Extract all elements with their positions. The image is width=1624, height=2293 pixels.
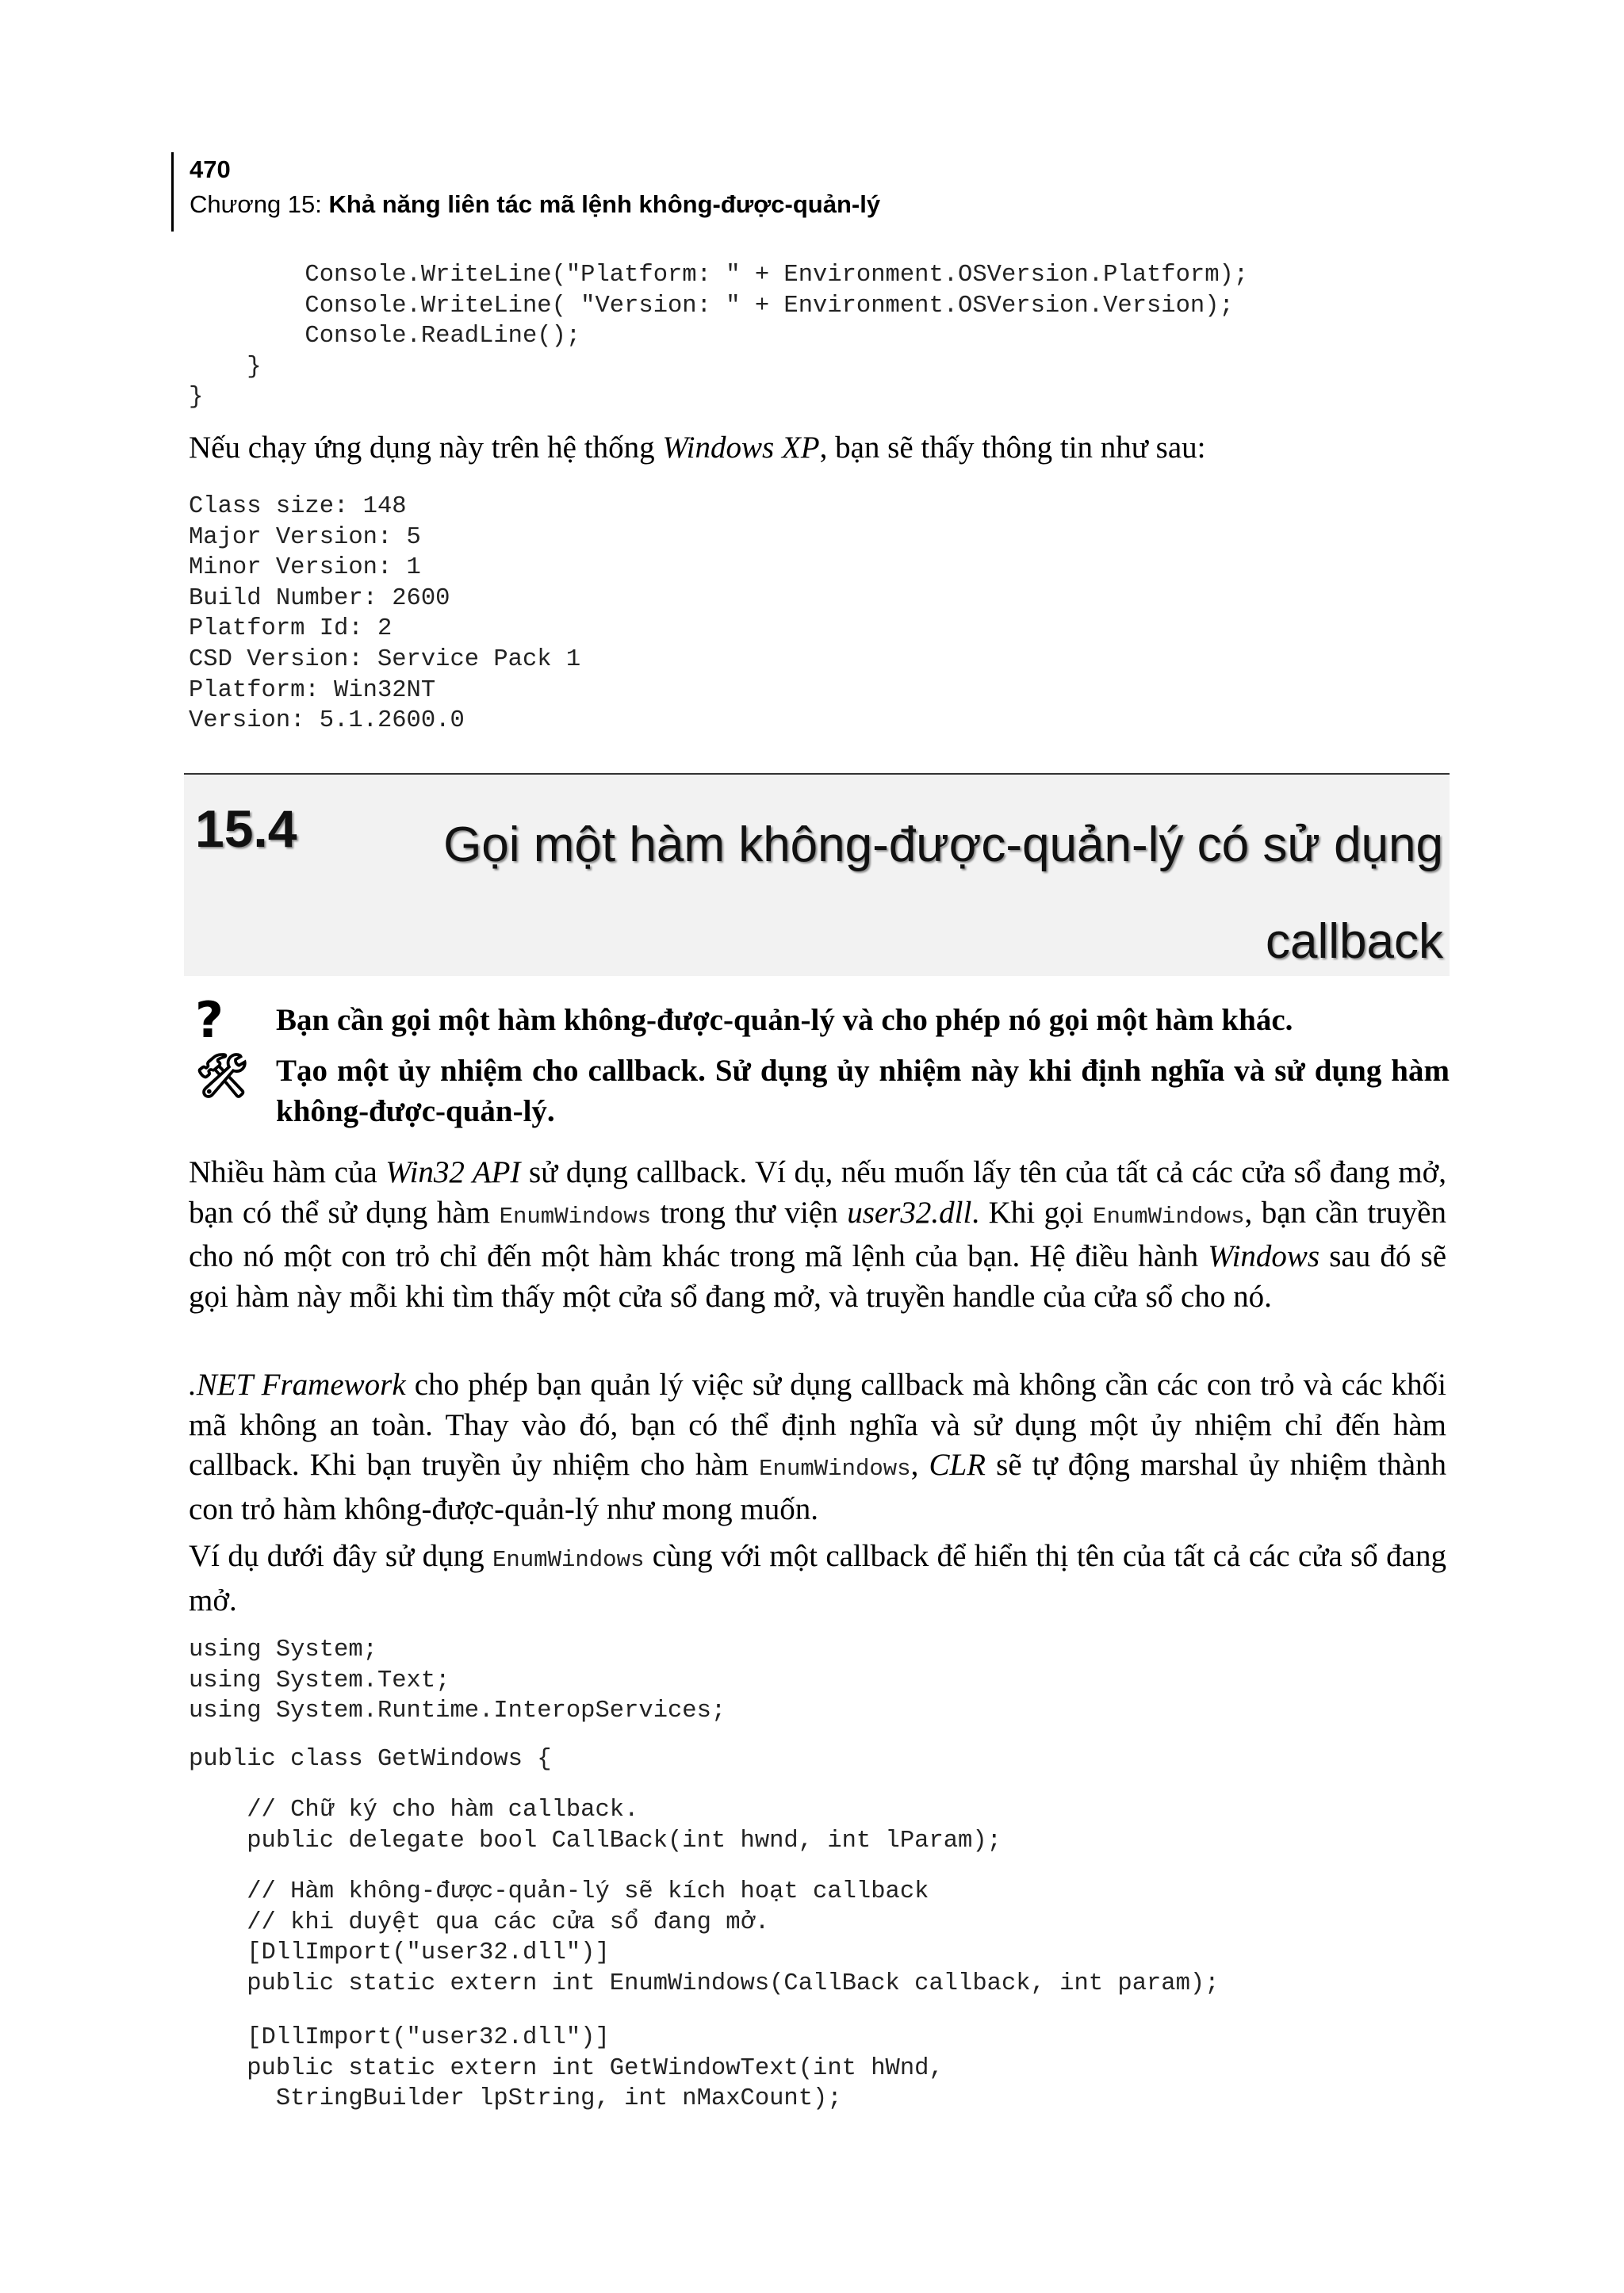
- section-title-line1: Gọi một hàm không-được-quản-lý có sử dụng: [443, 817, 1443, 872]
- text: Nhiều hàm của: [189, 1155, 386, 1189]
- code-block-usings: using System; using System.Text; using System.Runtime.InteropServices;: [189, 1636, 726, 1725]
- code-block-class: public class GetWindows {: [189, 1746, 552, 1773]
- clr-name: CLR: [929, 1448, 986, 1482]
- page-header: [171, 152, 880, 232]
- solution-statement: Tạo một ủy nhiệm cho callback. Sử dụng ủy nhiệm này khi định nghĩa và sử dụng hàm không-được-quản-lý.: [276, 1054, 1450, 1128]
- paragraph-callbacks: [189, 1153, 1446, 1317]
- framework-name: .NET Framework: [189, 1368, 406, 1402]
- question-mark-icon: ?: [195, 991, 224, 1049]
- os-name: Windows: [1208, 1239, 1320, 1273]
- intro-text-end: , bạn sẽ thấy thông tin như sau:: [819, 431, 1206, 465]
- code-block-getwindowtext: [DllImport("user32.dll")] public static extern int GetWindowText(int hWnd, StringBuilder lpString, int nMaxCount);: [247, 2024, 944, 2113]
- text: sẽ tự động marshal ủy nhiệm thành con trỏ hàm không-được-quản-lý như mong muốn.: [189, 1448, 1446, 1526]
- section-title-line2: callback: [1266, 914, 1443, 969]
- code-block-enumwindows: // Hàm không-được-quản-lý sẽ kích hoạt callback // khi duyệt qua các cửa sổ đang mở. [DllImport("user32.dll")] public static extern int EnumWindows(CallBack callback, int param);: [247, 1878, 1220, 1997]
- paragraph-dotnet: [189, 1365, 1446, 1529]
- text: cùng với một callback để hiển thị tên của tất cả các cửa sổ đang mở.: [189, 1539, 1446, 1617]
- page-number: 470: [190, 155, 231, 183]
- inline-code: EnumWindows: [499, 1203, 652, 1230]
- text: trong thư viện: [651, 1195, 848, 1230]
- chapter-prefix: Chương 15:: [190, 190, 329, 218]
- library-name: user32.dll: [847, 1195, 972, 1230]
- text: Ví dụ dưới đây sử dụng: [189, 1539, 492, 1573]
- output-block: Class size: 148 Major Version: 5 Minor Version: 1 Build Number: 2600 Platform Id: 2 CSD Version: Service Pack 1 Platform: Win32NT Version: 5.1.2600.0: [189, 493, 581, 735]
- chapter-title: Khả năng liên tác mã lệnh không-được-quản-lý: [328, 190, 881, 218]
- section-title: [412, 797, 1443, 990]
- intro-paragraph: [189, 428, 1446, 469]
- code-block-console: Console.WriteLine("Platform: " + Environment.OSVersion.Platform); Console.WriteLine( "Version: " + Environment.OSVersion.Version); Console.ReadLine(); } }: [189, 262, 1249, 412]
- chapter-heading: [190, 187, 880, 222]
- text: ,: [910, 1448, 929, 1482]
- inline-code: EnumWindows: [1093, 1203, 1245, 1230]
- intro-text: Nếu chạy ứng dụng này trên hệ thống: [189, 431, 663, 465]
- intro-os-name: Windows XP: [662, 431, 820, 465]
- code-block-delegate: // Chữ ký cho hàm callback. public delegate bool CallBack(int hwnd, int lParam);: [247, 1797, 1002, 1855]
- text: sử dụng callback. Ví dụ, nếu muốn lấy tên của tất cả các cửa sổ đang mở, bạn có thể sử dụng hàm: [189, 1155, 1447, 1230]
- section-number: 15.4: [195, 799, 297, 858]
- inline-code: EnumWindows: [492, 1547, 645, 1573]
- tools-icon: 🛠: [195, 1051, 250, 1101]
- api-name: Win32 API: [385, 1155, 521, 1189]
- text: cho phép bạn quản lý việc sử dụng callback mà không cần các con trỏ và các khối mã không an toàn. Thay vào đó, bạn có thể định nghĩa và sử dụng một ủy nhiệm chỉ đến hàm callback. Khi bạn truyền ủy nhiệm cho hàm: [189, 1368, 1446, 1482]
- paragraph-example: [189, 1537, 1446, 1621]
- text: sau đó sẽ gọi hàm này mỗi khi tìm thấy một cửa sổ đang mở, và truyền handle của cửa sổ cho nó.: [189, 1239, 1446, 1314]
- section-heading: [184, 773, 1450, 976]
- inline-code: EnumWindows: [759, 1456, 911, 1482]
- text: . Khi gọi: [971, 1195, 1094, 1230]
- text: , bạn cần truyền cho nó một con trỏ chỉ đến một hàm khác trong mã lệnh của bạn. Hệ điều hành: [189, 1195, 1446, 1273]
- problem-statement: Bạn cần gọi một hàm không-được-quản-lý và cho phép nó gọi một hàm khác.: [276, 1003, 1293, 1037]
